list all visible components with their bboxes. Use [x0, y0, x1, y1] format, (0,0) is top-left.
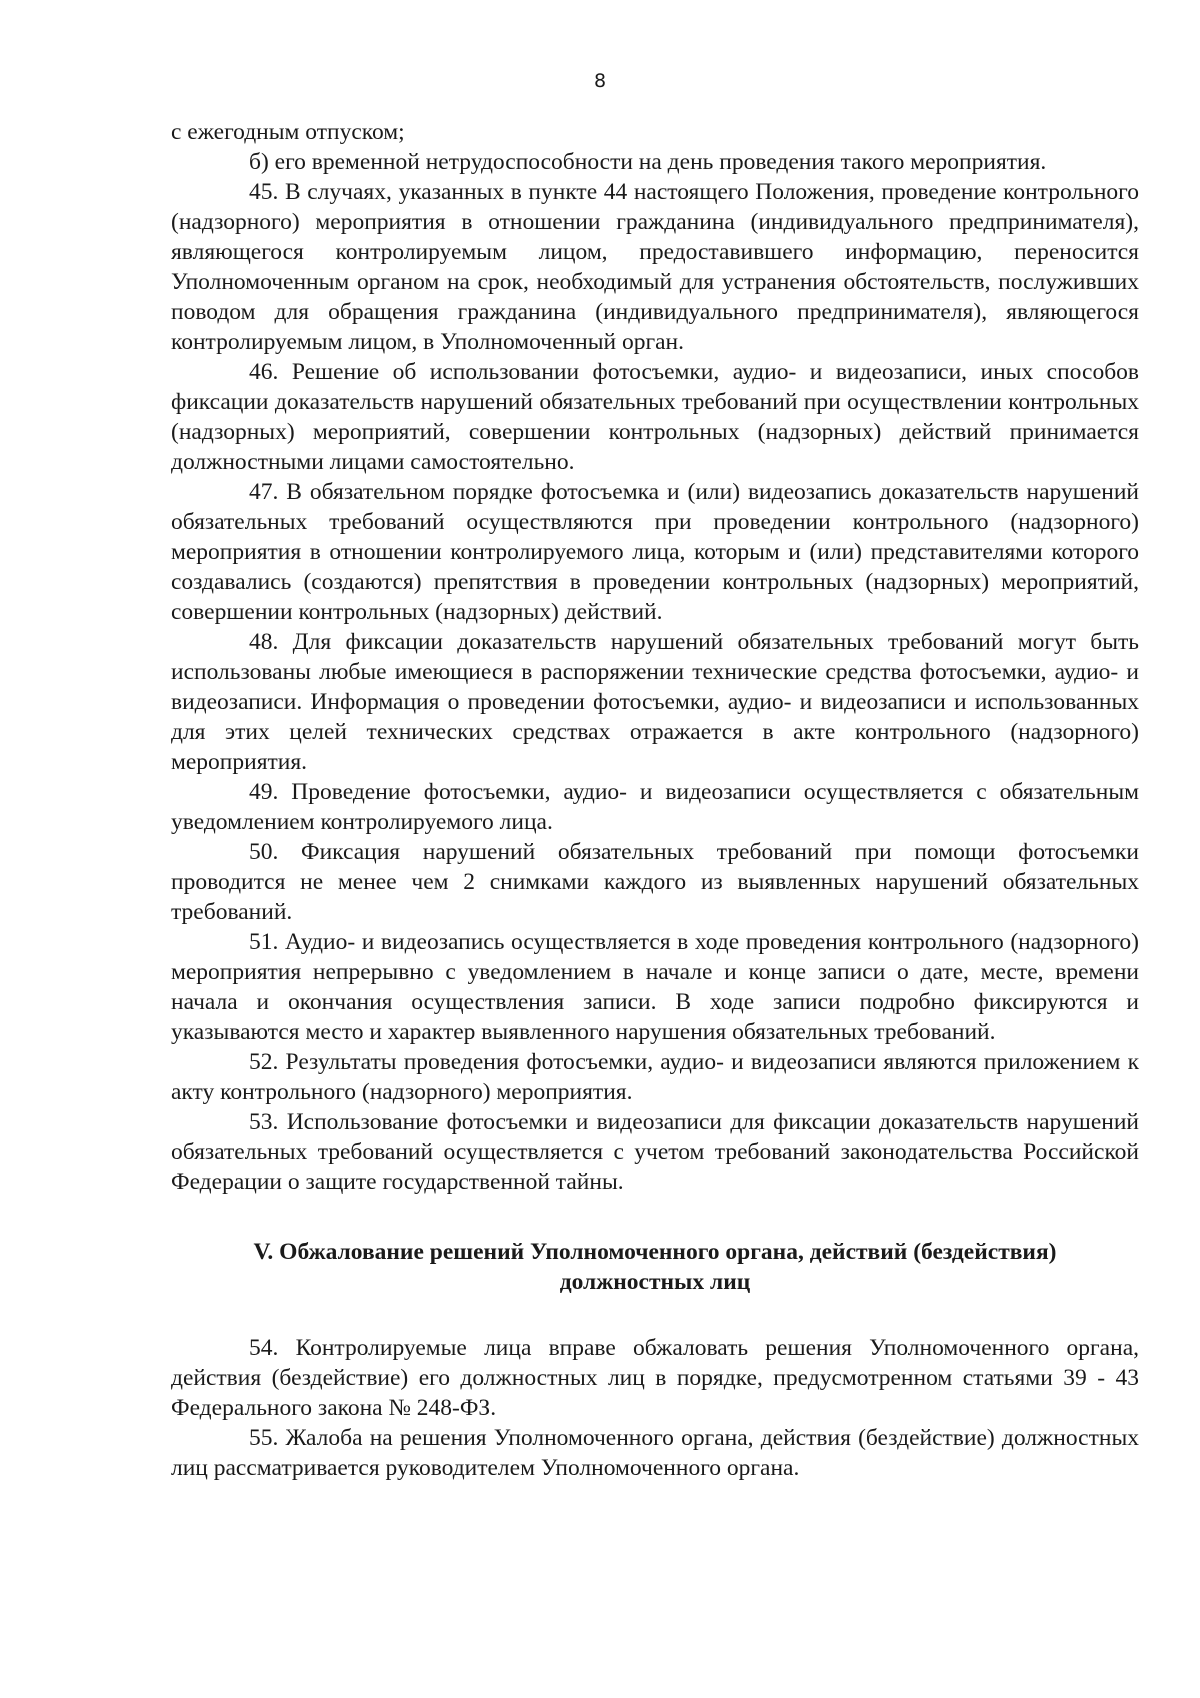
- paragraph-45: 45. В случаях, указанных в пункте 44 настоящего Положения, проведение контрольного (надзорного) мероприятия в отношении гражданина (индивидуального предпринимателя), являющегося контролируемым лицом, предоставившего информацию, переносится Уполномоченным органом на срок, необходимый для устранения обстоятельств, послуживших поводом для обращения гражданина (индивидуального предпринимателя), являющегося контролируемым лицом, в Уполномоченный орган.: [171, 179, 1139, 355]
- paragraph-46: 46. Решение об использовании фотосъемки, аудио- и видеозаписи, иных способов фиксации доказательств нарушений обязательных требований при осуществлении контрольных (надзорных) мероприятий, совершении контрольных (надзорных) действий принимается должностными лицами самостоятельно.: [171, 359, 1139, 475]
- paragraph-48: 48. Для фиксации доказательств нарушений обязательных требований могут быть использованы любые имеющиеся в распоряжении технические средства фотосъемки, аудио- и видеозаписи. Информация о проведении фотосъемки, аудио- и видеозаписи и использованных для этих целей технических средствах отражается в акте контрольного (надзорного) мероприятия.: [171, 629, 1139, 775]
- paragraph-47: 47. В обязательном порядке фотосъемка и (или) видеозапись доказательств нарушений обязательных требований осуществляются при проведении контрольного (надзорного) мероприятия в отношении контролируемого лица, которым и (или) представителями которого создавались (создаются) препятствия в проведении контрольных (надзорных) мероприятий, совершении контрольных (надзорных) действий.: [171, 479, 1139, 625]
- section-heading-line-2: должностных лиц: [559, 1269, 751, 1295]
- paragraph-55: 55. Жалоба на решения Уполномоченного органа, действия (бездействие) должностных лиц рассматривается руководителем Уполномоченного органа.: [171, 1425, 1139, 1481]
- paragraph-53: 53. Использование фотосъемки и видеозаписи для фиксации доказательств нарушений обязательных требований осуществляется с учетом требований законодательства Российской Федерации о защите государственной тайны.: [171, 1109, 1139, 1195]
- paragraph-54: 54. Контролируемые лица вправе обжаловать решения Уполномоченного органа, действия (бездействие) его должностных лиц в порядке, предусмотренном статьями 39 - 43 Федерального закона № 248-ФЗ.: [171, 1335, 1139, 1421]
- paragraph-item-b: б) его временной нетрудоспособности на день проведения такого мероприятия.: [249, 149, 1047, 175]
- paragraph-52: 52. Результаты проведения фотосъемки, аудио- и видеозаписи являются приложением к акту контрольного (надзорного) мероприятия.: [171, 1049, 1139, 1105]
- section-heading: [171, 1237, 1139, 1297]
- paragraph-49: 49. Проведение фотосъемки, аудио- и видеозаписи осуществляется с обязательным уведомлением контролируемого лица.: [171, 779, 1139, 835]
- page-number: 8: [593, 70, 607, 92]
- section-heading-line-1: V. Обжалование решений Уполномоченного органа, действий (бездействия): [253, 1239, 1057, 1265]
- document-body: [171, 117, 1139, 1483]
- paragraph-51: 51. Аудио- и видеозапись осуществляется в ходе проведения контрольного (надзорного) мероприятия непрерывно с уведомлением в начале и конце записи о дате, месте, времени начала и окончания осуществления записи. В ходе записи подробно фиксируются и указываются место и характер выявленного нарушения обязательных требований.: [171, 929, 1139, 1045]
- paragraph-continuation: с ежегодным отпуском;: [171, 119, 405, 145]
- paragraph-50: 50. Фиксация нарушений обязательных требований при помощи фотосъемки проводится не менее чем 2 снимками каждого из выявленных нарушений обязательных требований.: [171, 839, 1139, 925]
